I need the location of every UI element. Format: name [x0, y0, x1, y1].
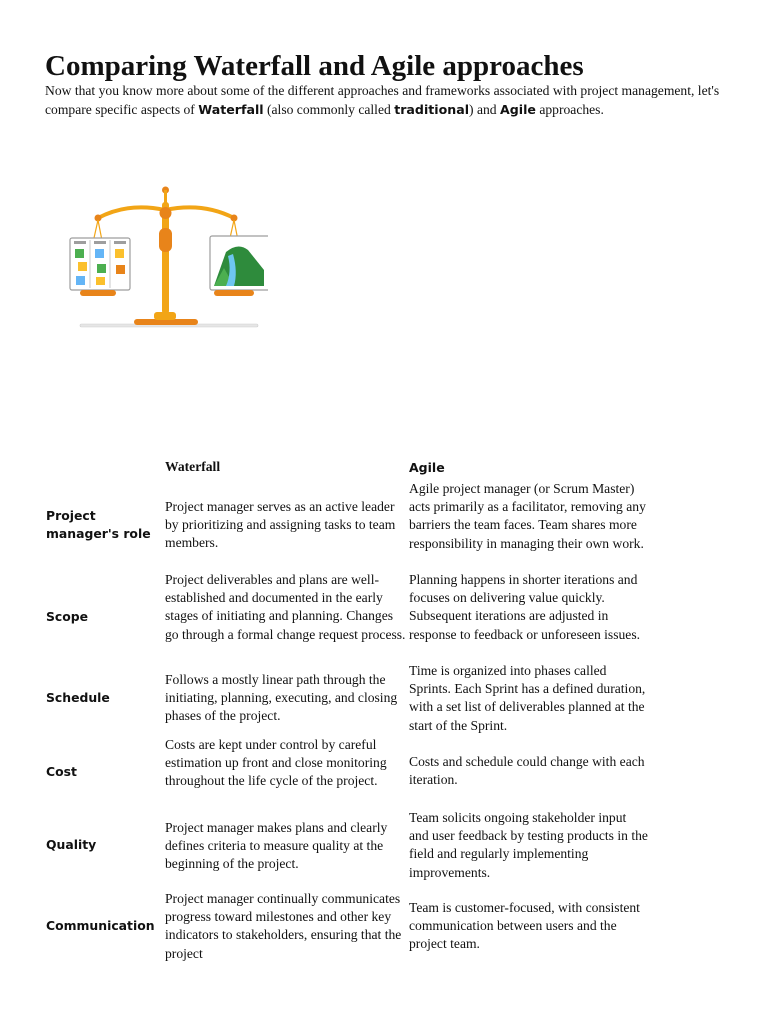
agile-cell: Planning happens in shorter iterations and focuses on delivering value quickly. Subsequent iterations are adjusted in response to feedback or unforeseen issues. [409, 572, 641, 642]
balance-scale-illustration [68, 182, 268, 332]
intro-text: Now that you know more about some of the different approaches and frameworks associated with project management, let's compare specific aspects of [45, 83, 720, 117]
agile-cell: Time is organized into phases called Sprints. Each Sprint has a defined duration, with a set list of deliverables planned at the start of the Sprint. [409, 663, 646, 733]
waterfall-cell: Project manager makes plans and clearly defines criteria to measure quality at the beginning of the project. [165, 820, 388, 872]
waterfall-cell: Project deliverables and plans are well-established and documented in the early stages of initiating and planning. Changes go through a formal change request process. [165, 572, 406, 642]
agile-cell: Agile project manager (or Scrum Master) acts primarily as a facilitator, removing any barriers the team faces. Team shares more responsibility in managing their own work. [409, 481, 646, 551]
intro-text: ) and [469, 101, 500, 117]
row-label: Communication [46, 918, 155, 933]
row-label: Project manager's role [46, 508, 151, 541]
agile-cell: Costs and schedule could change with each iteration. [409, 754, 645, 788]
scale-top-stem [164, 190, 167, 204]
landscape-icon [210, 236, 268, 290]
scale-pivot [160, 207, 172, 219]
column-header-agile: Agile [409, 460, 445, 475]
task-board-icon [70, 238, 130, 290]
intro-traditional: traditional [394, 101, 470, 117]
page-title: Comparing Waterfall and Agile approaches [45, 50, 584, 82]
row-label: Scope [46, 609, 89, 624]
intro-agile: Agile [500, 101, 536, 117]
row-label: Quality [46, 837, 97, 852]
intro-paragraph [45, 82, 725, 119]
right-pan [214, 290, 254, 296]
row-label: Cost [46, 764, 77, 779]
column-header-waterfall: Waterfall [165, 459, 221, 474]
scale-pole-collar [159, 228, 172, 252]
row-label: Schedule [46, 690, 110, 705]
waterfall-cell: Project manager serves as an active leader by prioritizing and assigning tasks to team members. [165, 499, 396, 551]
intro-text: approaches. [535, 101, 604, 117]
agile-cell: Team is customer-focused, with consistent communication between users and the project team. [409, 900, 640, 952]
intro-waterfall: Waterfall [198, 101, 264, 117]
intro-text: (also commonly called [263, 101, 395, 117]
waterfall-cell: Costs are kept under control by careful estimation up front and close monitoring throughout the life cycle of the project. [165, 737, 387, 789]
agile-cell: Team solicits ongoing stakeholder input and user feedback by testing products in the field and regularly implementing improvements. [409, 810, 648, 880]
waterfall-cell: Follows a mostly linear path through the initiating, planning, executing, and closing phases of the project. [165, 672, 398, 724]
waterfall-cell: Project manager continually communicates progress toward milestones and other key indicators to stakeholders, ensuring that the project [165, 891, 402, 961]
left-pan [80, 290, 116, 296]
